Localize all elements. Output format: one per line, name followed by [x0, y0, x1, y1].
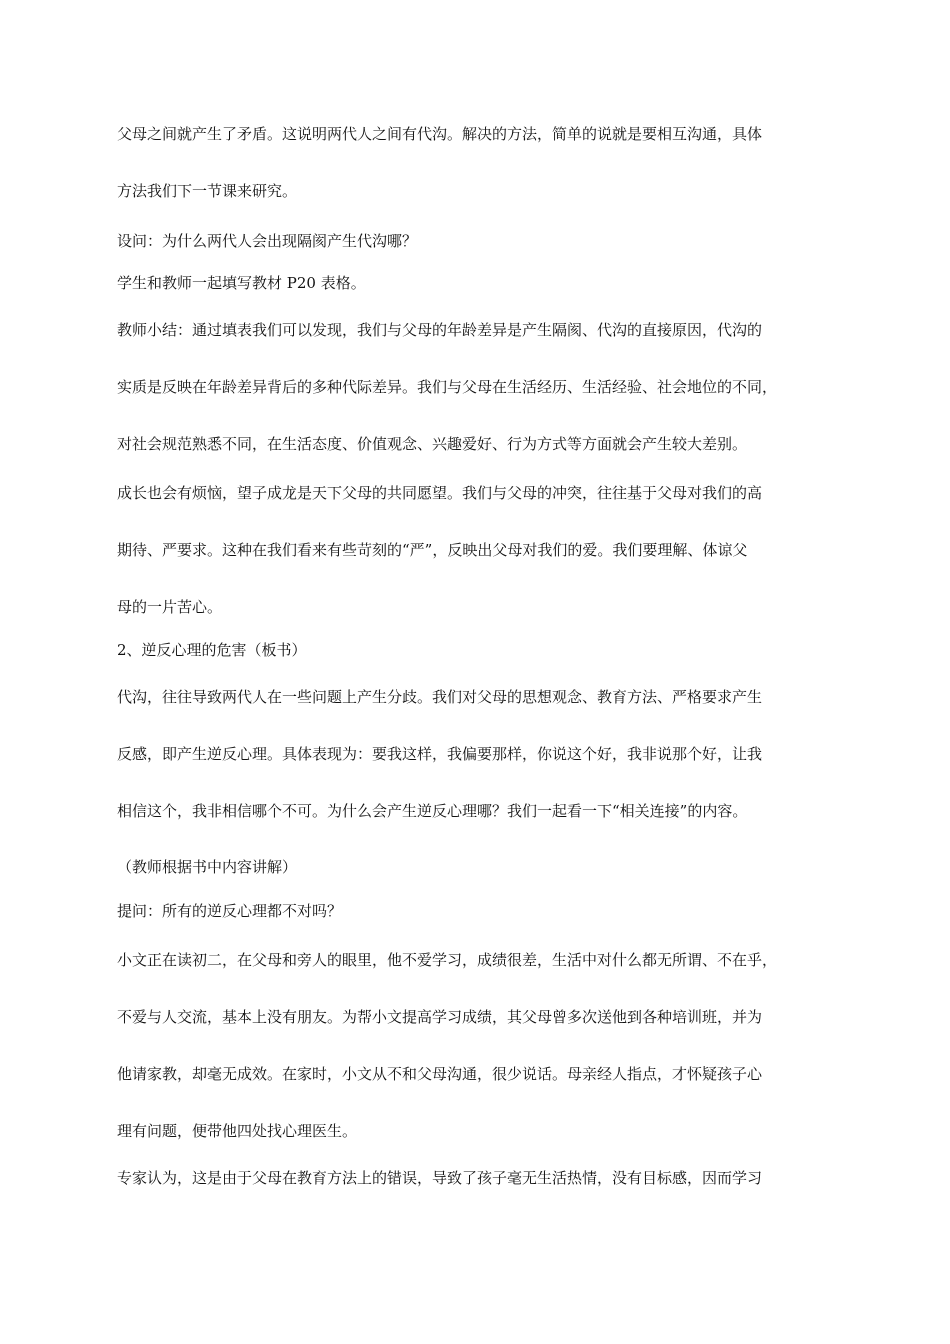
- text-line: 专家认为，这是由于父母在教育方法上的错误，导致了孩子毫无生活热情，没有目标感，因而学习: [117, 1169, 763, 1187]
- text-line: （教师根据书中内容讲解）: [117, 858, 298, 876]
- text-line: 父母之间就产生了矛盾。这说明两代人之间有代沟。解决的方法，简单的说就是要相互沟通，具体: [117, 125, 763, 143]
- text-line: 不爱与人交流，基本上没有朋友。为帮小文提高学习成绩，其父母曾多次送他到各种培训班，并为: [117, 1008, 763, 1026]
- text-line: 相信这个，我非相信哪个不可。为什么会产生逆反心理哪？我们一起看一下“相关连接”的内容。: [117, 802, 748, 820]
- text-line: 母的一片苦心。: [117, 598, 223, 616]
- text-line: 成长也会有烦恼，望子成龙是天下父母的共同愿望。我们与父母的冲突，往往基于父母对我们的高: [117, 484, 763, 502]
- text-line: 实质是反映在年龄差异背后的多种代际差异。我们与父母在生活经历、生活经验、社会地位的不同，: [117, 378, 778, 396]
- text-line: 方法我们下一节课来研究。: [117, 182, 298, 200]
- text-line: 他请家教，却毫无成效。在家时，小文从不和父母沟通，很少说话。母亲经人指点，才怀疑孩子心: [117, 1065, 763, 1083]
- text-line: 2、逆反心理的危害（板书）: [117, 641, 307, 659]
- text-line: 设问：为什么两代人会出现隔阂产生代沟哪？: [117, 232, 418, 250]
- text-line: 提问：所有的逆反心理都不对吗？: [117, 902, 343, 920]
- text-line: 代沟，往往导致两代人在一些问题上产生分歧。我们对父母的思想观念、教育方法、严格要求产生: [117, 688, 763, 706]
- text-line: 教师小结：通过填表我们可以发现，我们与父母的年龄差异是产生隔阂、代沟的直接原因，代沟的: [117, 321, 763, 339]
- text-line: 理有问题，便带他四处找心理医生。: [117, 1122, 358, 1140]
- text-line: 反感，即产生逆反心理。具体表现为：要我这样，我偏要那样，你说这个好，我非说那个好，让我: [117, 745, 763, 763]
- text-line: 期待、严要求。这种在我们看来有些苛刻的“严”，反映出父母对我们的爱。我们要理解、体谅父: [117, 541, 748, 559]
- text-line: 学生和教师一起填写教材 P20 表格。: [117, 274, 366, 292]
- text-line: 小文正在读初二，在父母和旁人的眼里，他不爱学习，成绩很差，生活中对什么都无所谓、不在乎，: [117, 951, 778, 969]
- text-line: 对社会规范熟悉不同，在生活态度、价值观念、兴趣爱好、行为方式等方面就会产生较大差别。: [117, 435, 748, 453]
